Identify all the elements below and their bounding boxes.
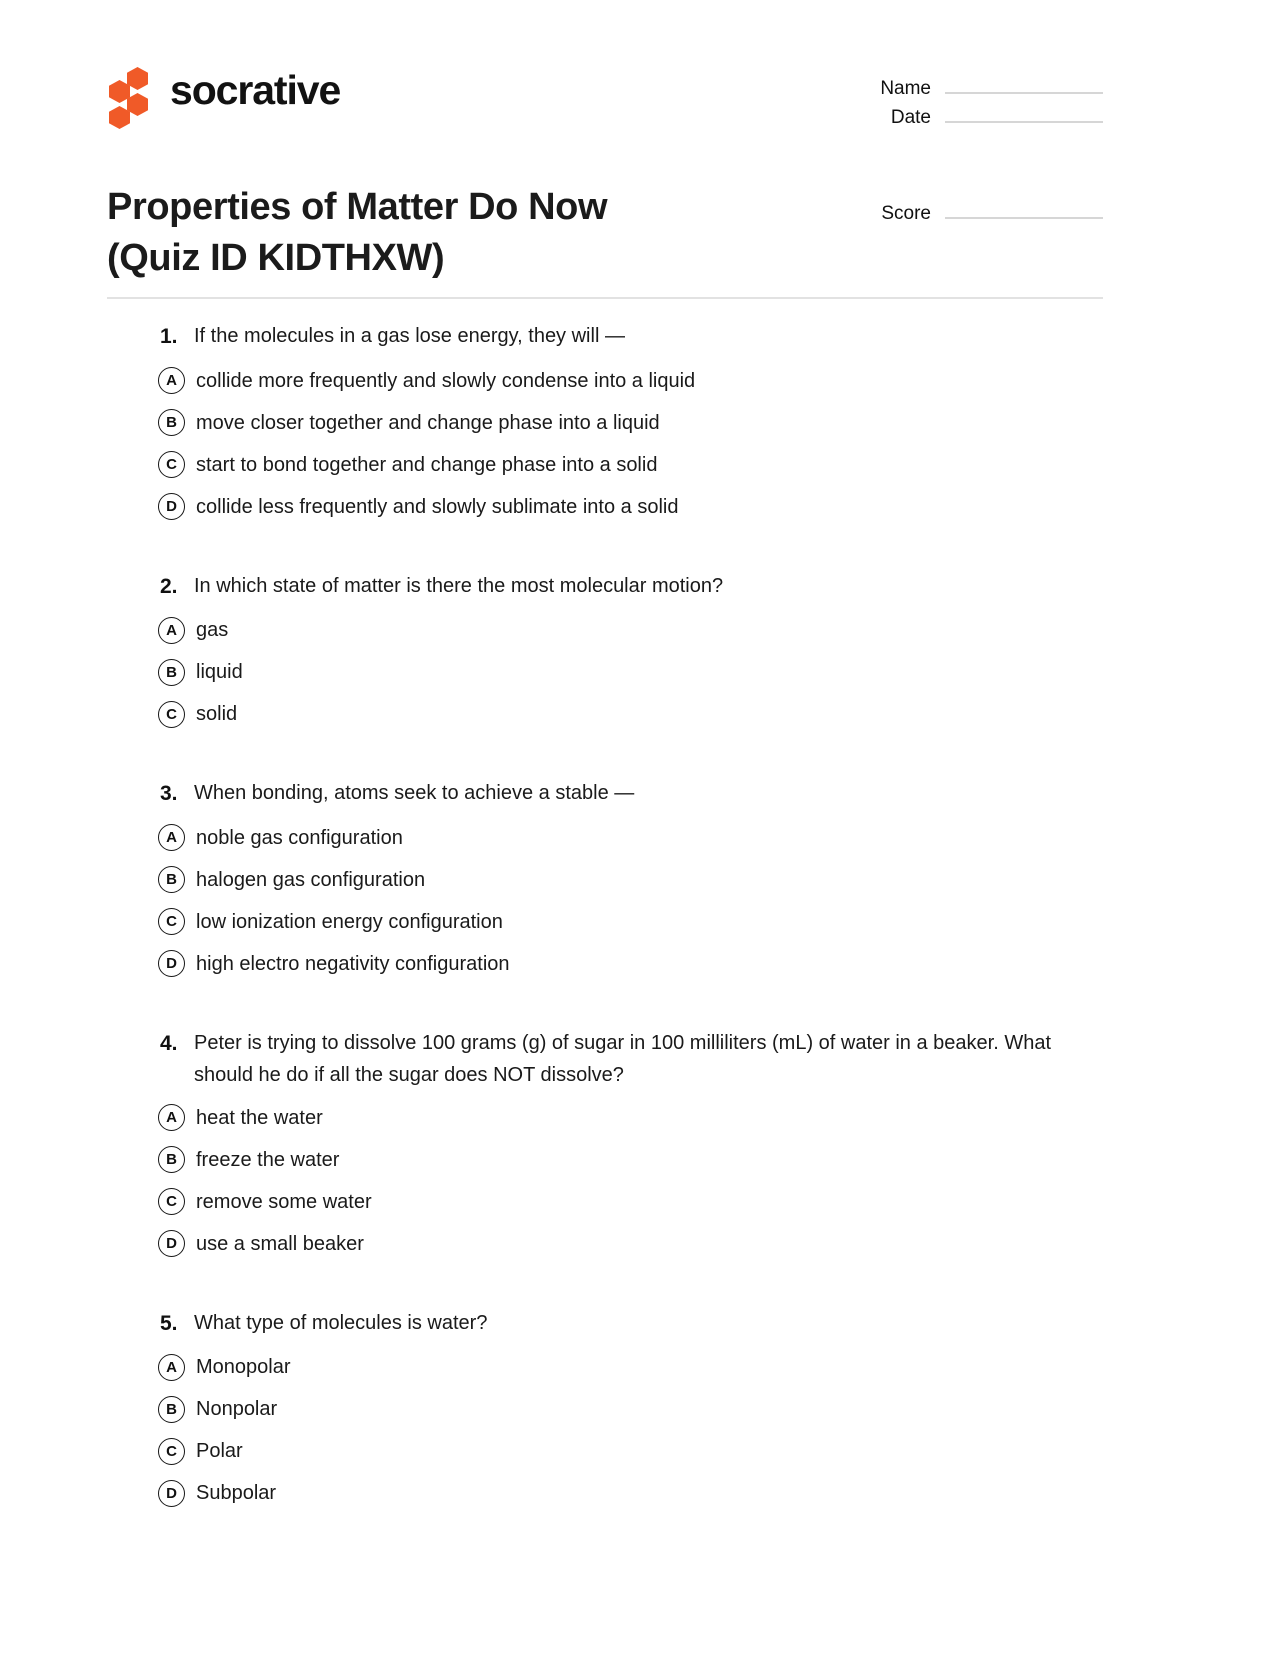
header-divider xyxy=(107,297,1103,299)
answer-bubble[interactable]: D xyxy=(158,493,185,520)
answer-option[interactable] xyxy=(0,943,1275,985)
answer-bubble[interactable]: A xyxy=(158,1354,185,1381)
question-item xyxy=(0,1307,1275,1515)
question-header xyxy=(0,320,1275,354)
hexagon-cluster-icon xyxy=(106,66,154,118)
answer-option-label: start to bond together and change phase into a solid xyxy=(196,453,658,476)
answer-bubble[interactable]: B xyxy=(158,659,185,686)
answer-options xyxy=(0,1346,1275,1514)
answer-bubble[interactable]: D xyxy=(158,1230,185,1257)
score-field-row xyxy=(868,197,1103,226)
answer-bubble[interactable]: A xyxy=(158,617,185,644)
name-field-label: Name xyxy=(880,78,931,99)
socrative-logo xyxy=(106,66,340,118)
question-header xyxy=(0,777,1275,811)
question-text: Peter is trying to dissolve 100 grams (g) of sugar in 100 milliliters (mL) of water in a beaker. What should he do if all the sugar does NOT dissolve? xyxy=(194,1031,1052,1086)
answer-bubble[interactable]: A xyxy=(158,1104,185,1131)
answer-option[interactable] xyxy=(0,651,1275,693)
answer-option-label: noble gas configuration xyxy=(196,826,403,849)
answer-bubble[interactable]: B xyxy=(158,1146,185,1173)
hexagon-icon xyxy=(127,67,148,90)
question-number: 3. xyxy=(160,782,178,806)
answer-bubble[interactable]: A xyxy=(158,824,185,851)
answer-bubble[interactable]: D xyxy=(158,1480,185,1507)
worksheet-header xyxy=(0,0,1275,300)
answer-option-label: low ionization energy configuration xyxy=(196,910,503,933)
answer-option[interactable] xyxy=(0,609,1275,651)
answer-option-label: use a small beaker xyxy=(196,1232,364,1255)
answer-option[interactable] xyxy=(0,1388,1275,1430)
question-number: 5. xyxy=(160,1311,178,1335)
date-field-line[interactable] xyxy=(945,101,1103,123)
answer-option[interactable] xyxy=(0,444,1275,486)
answer-option-label: Monopolar xyxy=(196,1356,291,1379)
answer-option[interactable] xyxy=(0,817,1275,859)
answer-option[interactable] xyxy=(0,1346,1275,1388)
question-text: When bonding, atoms seek to achieve a stable — xyxy=(194,782,635,805)
answer-option-label: heat the water xyxy=(196,1106,323,1129)
answer-options xyxy=(0,609,1275,735)
answer-option[interactable] xyxy=(0,1097,1275,1139)
question-text: In which state of matter is there the most molecular motion? xyxy=(194,574,724,597)
score-field-line[interactable] xyxy=(945,197,1103,219)
answer-option[interactable] xyxy=(0,859,1275,901)
question-item xyxy=(0,1027,1275,1265)
question-item xyxy=(0,570,1275,736)
answer-bubble[interactable]: C xyxy=(158,451,185,478)
question-number: 2. xyxy=(160,574,178,598)
hexagon-icon xyxy=(127,93,148,116)
answer-option[interactable] xyxy=(0,1472,1275,1514)
question-header xyxy=(0,1307,1275,1341)
answer-bubble[interactable]: B xyxy=(158,1396,185,1423)
answer-bubble[interactable]: C xyxy=(158,908,185,935)
name-field-line[interactable] xyxy=(945,72,1103,94)
answer-option-label: Nonpolar xyxy=(196,1398,278,1421)
answer-option-label: collide less frequently and slowly sublimate into a solid xyxy=(196,495,679,518)
answer-option[interactable] xyxy=(0,901,1275,943)
score-field-group xyxy=(868,197,1103,226)
page-title-line-1: Properties of Matter Do Now xyxy=(107,186,608,229)
questions-list xyxy=(0,320,1275,1556)
score-field-label: Score xyxy=(881,203,931,224)
answer-bubble[interactable]: B xyxy=(158,866,185,893)
answer-option-label: Subpolar xyxy=(196,1482,277,1505)
question-number: 1. xyxy=(160,325,178,348)
question-number: 4. xyxy=(160,1031,178,1055)
question-header xyxy=(0,570,1275,604)
answer-options xyxy=(0,360,1275,528)
answer-option[interactable] xyxy=(0,1181,1275,1223)
date-field-row xyxy=(868,101,1103,130)
answer-option[interactable] xyxy=(0,1139,1275,1181)
answer-bubble[interactable]: D xyxy=(158,950,185,977)
answer-option-label: freeze the water xyxy=(196,1148,340,1171)
answer-option-label: Polar xyxy=(196,1440,243,1463)
answer-option-label: high electro negativity configuration xyxy=(196,952,510,975)
answer-bubble[interactable]: B xyxy=(158,409,185,436)
answer-options xyxy=(0,817,1275,985)
answer-option-label: solid xyxy=(196,703,238,726)
answer-option-label: liquid xyxy=(196,661,243,684)
question-header xyxy=(0,1027,1275,1091)
hexagon-icon xyxy=(109,80,130,103)
page-title xyxy=(107,182,807,283)
answer-bubble[interactable]: C xyxy=(158,1188,185,1215)
answer-option[interactable] xyxy=(0,693,1275,735)
answer-option[interactable] xyxy=(0,486,1275,528)
date-field-label: Date xyxy=(890,107,931,128)
question-text: What type of molecules is water? xyxy=(194,1311,488,1334)
answer-bubble[interactable]: C xyxy=(158,1438,185,1465)
answer-bubble[interactable]: C xyxy=(158,701,185,728)
answer-option[interactable] xyxy=(0,1430,1275,1472)
answer-option[interactable] xyxy=(0,360,1275,402)
answer-option-label: move closer together and change phase into a liquid xyxy=(196,411,660,434)
hexagon-icon xyxy=(109,106,130,129)
brand-wordmark: socrative xyxy=(170,66,341,113)
answer-option-label: halogen gas configuration xyxy=(196,868,426,891)
page-title-line-2: (Quiz ID KIDTHXW) xyxy=(107,236,445,279)
question-text: If the molecules in a gas lose energy, they will — xyxy=(194,325,625,347)
answer-option[interactable] xyxy=(0,402,1275,444)
answer-option[interactable] xyxy=(0,1223,1275,1265)
answer-options xyxy=(0,1097,1275,1265)
answer-option-label: collide more frequently and slowly condense into a liquid xyxy=(196,369,696,392)
answer-bubble[interactable]: A xyxy=(158,367,185,394)
question-item xyxy=(0,320,1275,528)
question-item xyxy=(0,777,1275,985)
answer-option-label: remove some water xyxy=(196,1190,372,1213)
name-field-row xyxy=(868,72,1103,101)
answer-option-label: gas xyxy=(196,619,229,642)
student-info-fields xyxy=(868,72,1103,130)
